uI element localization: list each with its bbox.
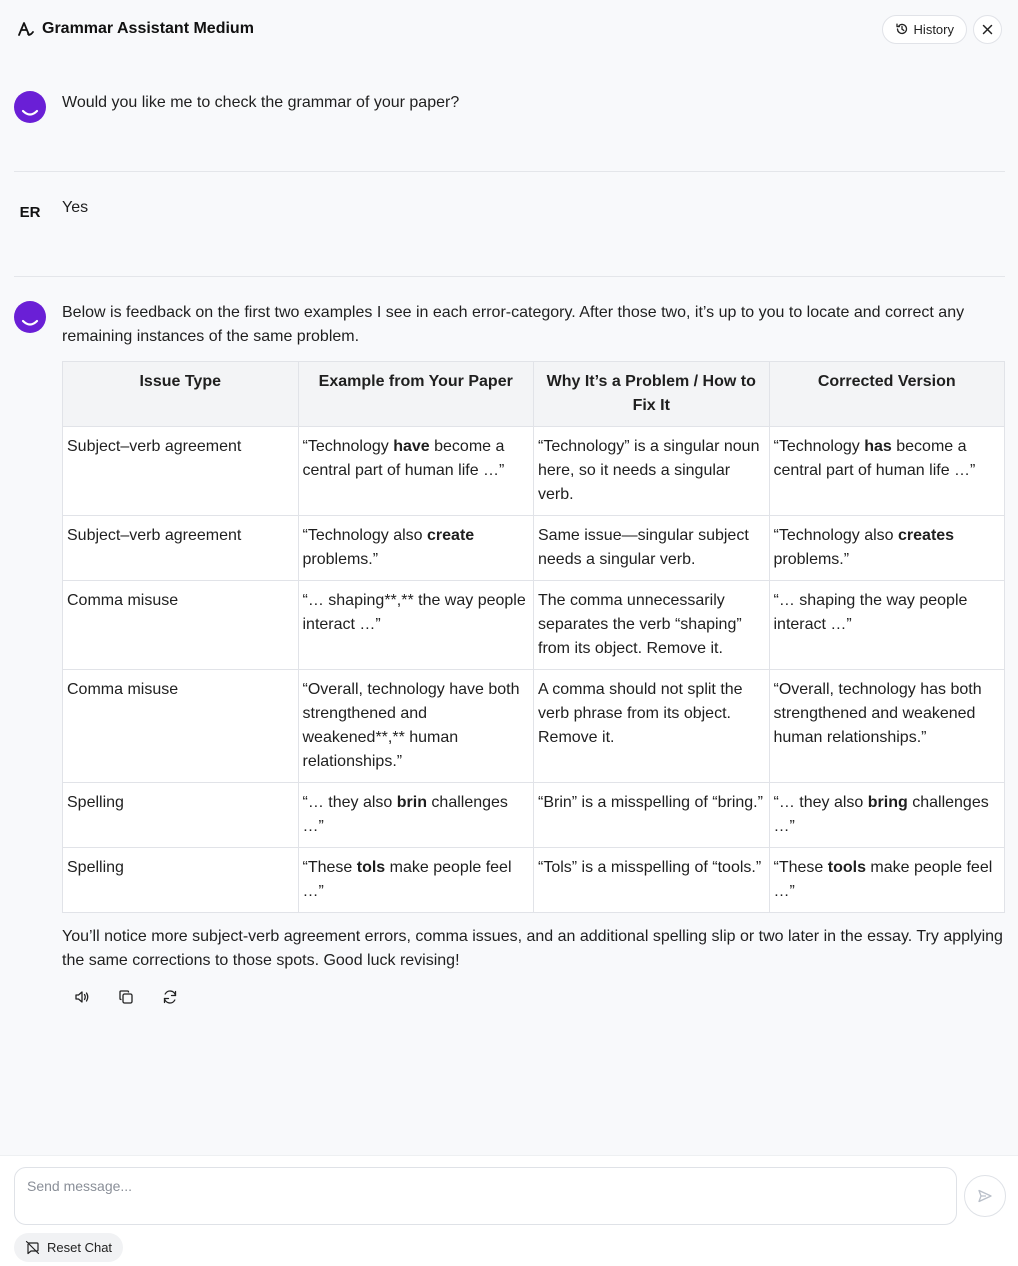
corrected-cell: “Overall, technology has both strengthened and weakened human relationships.” — [769, 670, 1005, 783]
issue-type-cell: Comma misuse — [63, 581, 299, 670]
feedback-table — [62, 361, 1005, 913]
copy-icon — [118, 989, 134, 1005]
speaker-icon — [74, 989, 90, 1005]
table-row — [63, 581, 1005, 670]
corrected-cell: “Technology also creates problems.” — [769, 516, 1005, 581]
send-icon — [977, 1188, 993, 1204]
column-header: Corrected Version — [769, 362, 1005, 427]
corrected-cell: “… they also bring challenges …” — [769, 783, 1005, 848]
example-cell: “… shaping**,** the way people interact …” — [298, 581, 534, 670]
corrected-cell: “These tools make people feel …” — [769, 848, 1005, 913]
example-cell: “These tols make people feel …” — [298, 848, 534, 913]
app-header — [0, 0, 1018, 58]
issue-type-cell: Subject–verb agreement — [63, 516, 299, 581]
explanation-cell: Same issue—singular subject needs a singular verb. — [534, 516, 770, 581]
message-actions — [74, 989, 1005, 1005]
message-divider — [14, 171, 1005, 172]
example-cell: “… they also brin challenges …” — [298, 783, 534, 848]
grammar-logo-icon — [16, 19, 36, 39]
explanation-cell: “Tols” is a misspelling of “tools.” — [534, 848, 770, 913]
table-row — [63, 427, 1005, 516]
message-text: Would you like me to check the grammar of your paper? — [62, 94, 460, 111]
assistant-avatar — [14, 301, 46, 333]
table-header-row — [63, 362, 1005, 427]
table-row — [63, 670, 1005, 783]
send-button[interactable] — [964, 1175, 1006, 1217]
table-row — [63, 783, 1005, 848]
column-header: Issue Type — [63, 362, 299, 427]
refresh-icon — [162, 989, 178, 1005]
explanation-cell: “Technology” is a singular noun here, so it needs a singular verb. — [534, 427, 770, 516]
assistant-message — [14, 91, 1005, 115]
history-label: History — [913, 21, 954, 37]
assistant-avatar — [14, 91, 46, 123]
corrected-cell: “Technology has become a central part of human life …” — [769, 427, 1005, 516]
message-text: Yes — [62, 199, 89, 216]
message-outro: You’ll notice more subject-verb agreement errors, comma issues, and an additional spelling slip or two later in the essay. Try applying the same corrections to those spots. Good luck revising! — [62, 928, 1003, 969]
chat-off-icon — [25, 1240, 40, 1255]
user-message — [14, 196, 1005, 220]
explanation-cell: The comma unnecessarily separates the verb “shaping” from its object. Remove it. — [534, 581, 770, 670]
issue-type-cell: Subject–verb agreement — [63, 427, 299, 516]
table-row — [63, 516, 1005, 581]
history-icon — [895, 22, 909, 36]
issue-type-cell: Spelling — [63, 783, 299, 848]
read-aloud-button[interactable] — [74, 989, 90, 1005]
column-header: Example from Your Paper — [298, 362, 534, 427]
close-button[interactable] — [973, 15, 1002, 44]
example-cell: “Technology have become a central part of human life …” — [298, 427, 534, 516]
column-header: Why It’s a Problem / How to Fix It — [534, 362, 770, 427]
message-input[interactable]: Send message... — [14, 1167, 957, 1225]
explanation-cell: “Brin” is a misspelling of “bring.” — [534, 783, 770, 848]
composer — [0, 1155, 1018, 1266]
smile-icon — [14, 301, 46, 333]
example-cell: “Overall, technology have both strengthened and weakened**,** human relationships.” — [298, 670, 534, 783]
close-icon — [982, 24, 993, 35]
app-title: Grammar Assistant Medium — [42, 20, 254, 37]
corrected-cell: “… shaping the way people interact …” — [769, 581, 1005, 670]
history-button[interactable] — [882, 15, 967, 44]
copy-button[interactable] — [118, 989, 134, 1005]
explanation-cell: A comma should not split the verb phrase from its object. Remove it. — [534, 670, 770, 783]
assistant-message — [14, 301, 1005, 1005]
issue-type-cell: Spelling — [63, 848, 299, 913]
regenerate-button[interactable] — [162, 989, 178, 1005]
table-row — [63, 848, 1005, 913]
example-cell: “Technology also create problems.” — [298, 516, 534, 581]
reset-chat-button[interactable] — [14, 1233, 123, 1262]
reset-chat-label: Reset Chat — [47, 1240, 113, 1255]
message-divider — [14, 276, 1005, 277]
user-avatar: ER — [14, 196, 46, 228]
message-intro: Below is feedback on the first two examples I see in each error-category. After those two, it’s up to you to locate and correct any remaining instances of the same problem. — [62, 304, 965, 345]
issue-type-cell: Comma misuse — [63, 670, 299, 783]
smile-icon — [14, 91, 46, 123]
